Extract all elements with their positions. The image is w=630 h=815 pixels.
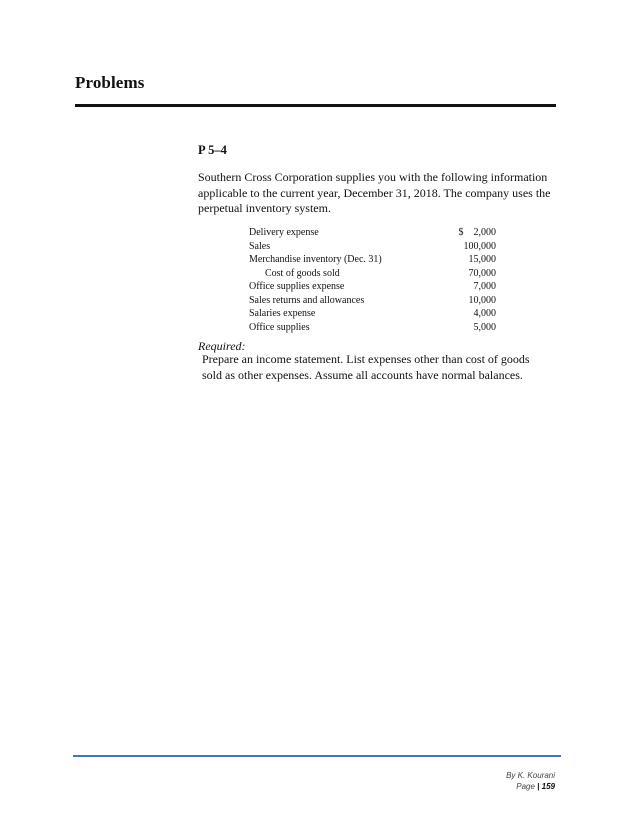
problem-id: P 5–4 <box>198 143 227 157</box>
account-name: Cost of goods sold <box>265 267 340 279</box>
footer-divider <box>73 755 561 757</box>
account-amount: 7,000 <box>473 281 496 292</box>
account-amount: 70,000 <box>468 267 496 279</box>
table-row <box>249 253 496 267</box>
table-row <box>249 240 496 254</box>
account-name: Office supplies <box>249 321 310 333</box>
table-row <box>249 307 496 321</box>
table-row <box>249 267 496 281</box>
account-amount: 100,000 <box>463 240 496 252</box>
account-amount: $ 2,000 <box>458 227 496 238</box>
footer-page-label: Page <box>516 782 535 791</box>
page-footer <box>506 770 555 792</box>
account-name: Sales <box>249 240 271 252</box>
footer-author: By K. Kourani <box>506 771 555 780</box>
footer-page-separator: | <box>537 782 540 791</box>
required-label: Required: <box>198 339 246 353</box>
table-row <box>249 280 496 294</box>
section-title: Problems <box>75 73 145 92</box>
footer-page-line <box>506 781 555 792</box>
account-amount: 5,000 <box>473 321 496 333</box>
account-name: Salaries expense <box>249 308 316 319</box>
account-amount: 10,000 <box>468 294 496 306</box>
table-row <box>249 294 496 308</box>
required-text: Prepare an income statement. List expenses other than cost of goods sold as other expenses. Assume all accounts have normal balances. <box>202 352 530 382</box>
account-name: Merchandise inventory (Dec. 31) <box>249 254 382 265</box>
account-amount: 15,000 <box>468 254 496 265</box>
account-amount: 4,000 <box>473 308 496 319</box>
footer-page-number: 159 <box>541 782 555 791</box>
problem-intro: Southern Cross Corporation supplies you with the following information applicable to the current year, December 31, 2018. The company uses the perpetual inventory system. <box>198 170 551 215</box>
title-divider <box>75 104 556 107</box>
account-name: Sales returns and allowances <box>249 294 365 306</box>
accounts-table <box>249 226 496 334</box>
account-name: Delivery expense <box>249 227 319 238</box>
account-name: Office supplies expense <box>249 281 345 292</box>
table-row <box>249 321 496 335</box>
table-row <box>249 226 496 240</box>
